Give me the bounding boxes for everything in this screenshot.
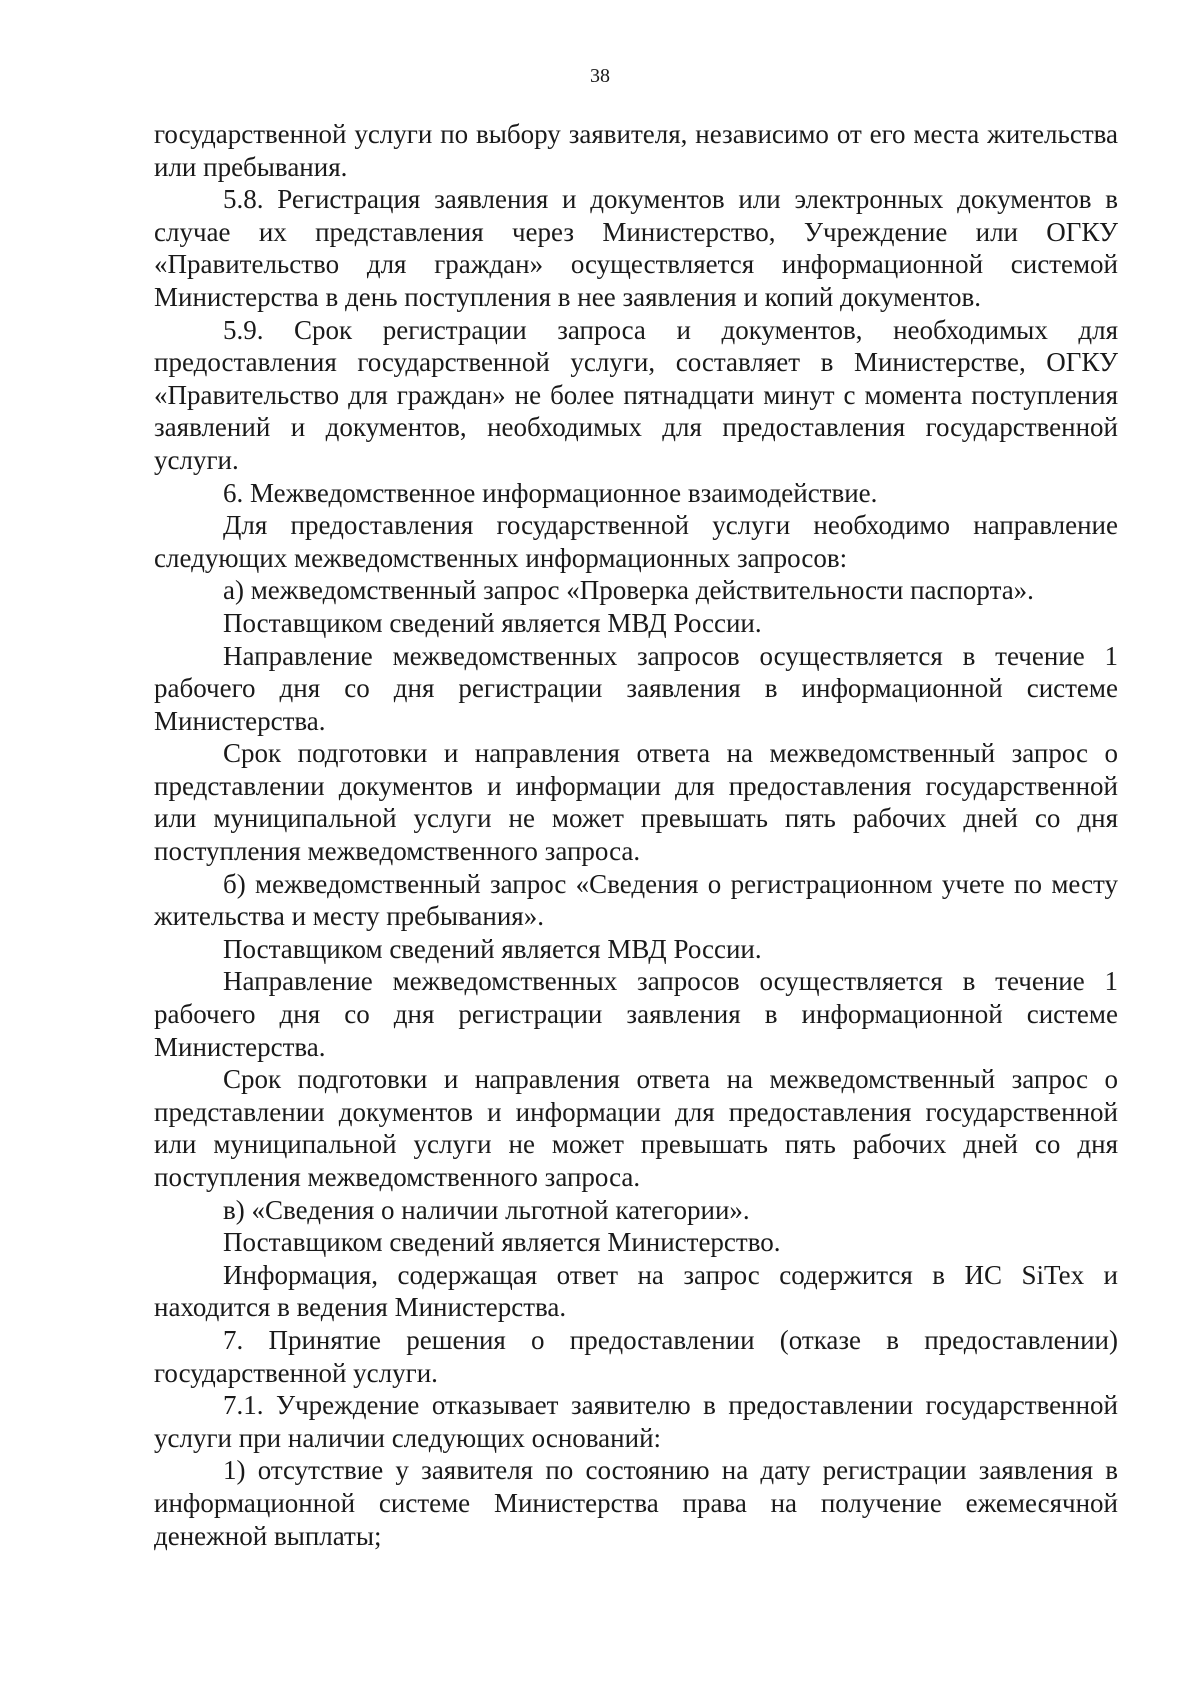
paragraph: Срок подготовки и направления ответа на межведомственный запрос о представлении документов и информации для предоставления государственной или муниципальной услуги не может превышать пять рабочих дней со дня поступления межведомственного запроса.: [154, 1064, 1118, 1192]
list-item: б) межведомственный запрос «Сведения о регистрационном учете по месту жительства и месту пребывания».: [154, 868, 1118, 932]
paragraph: 5.8. Регистрация заявления и документов или электронных документов в случае их представления через Министерство, Учреждение или ОГКУ «Правительство для граждан» осуществляется информационной системой Министерства в день поступления в нее заявления и копий документов.: [154, 184, 1118, 312]
paragraph: Срок подготовки и направления ответа на межведомственный запрос о представлении документов и информации для предоставления государственной или муниципальной услуги не может превышать пять рабочих дней со дня поступления межведомственного запроса.: [154, 738, 1118, 867]
paragraph: 7.1. Учреждение отказывает заявителю в предоставлении государственной услуги при наличии следующих оснований:: [154, 1390, 1118, 1453]
list-item: 1) отсутствие у заявителя по состоянию на дату регистрации заявления в информационной системе Министерства права на получение ежемесячной денежной выплаты;: [154, 1455, 1118, 1551]
list-item: а) межведомственный запрос «Проверка действительности паспорта».: [223, 575, 1034, 606]
paragraph: Направление межведомственных запросов осуществляется в течение 1 рабочего дня со дня регистрации заявления в информационной системе Министерства.: [154, 640, 1118, 736]
paragraph: Поставщиком сведений является МВД России.: [223, 933, 762, 964]
section-heading: 6. Межведомственное информационное взаимодействие.: [223, 477, 878, 508]
section-heading: 7. Принятие решения о предоставлении (отказе в предоставлении) государственной услуги.: [154, 1324, 1118, 1388]
paragraph: Поставщиком сведений является Министерство.: [223, 1227, 781, 1258]
list-item: в) «Сведения о наличии льготной категории».: [223, 1194, 750, 1225]
paragraph: Направление межведомственных запросов осуществляется в течение 1 рабочего дня со дня регистрации заявления в информационной системе Министерства.: [154, 966, 1118, 1062]
paragraph: государственной услуги по выбору заявителя, независимо от его места жительства или пребывания.: [154, 119, 1118, 182]
page-number: 38: [590, 65, 610, 87]
paragraph: Для предоставления государственной услуги необходимо направление следующих межведомственных информационных запросов:: [154, 510, 1118, 573]
paragraph: Информация, содержащая ответ на запрос содержится в ИС SiTex и находится в ведения Министерства.: [154, 1259, 1118, 1323]
paragraph: Поставщиком сведений является МВД России.: [223, 607, 762, 638]
paragraph: 5.9. Срок регистрации запроса и документов, необходимых для предоставления государственной услуги, составляет в Министерстве, ОГКУ «Правительство для граждан» не более пятнадцати минут с момента поступления заявлений и документов, необходимых для предоставления государственной услуги.: [154, 314, 1118, 475]
document-body: [154, 118, 1118, 1552]
